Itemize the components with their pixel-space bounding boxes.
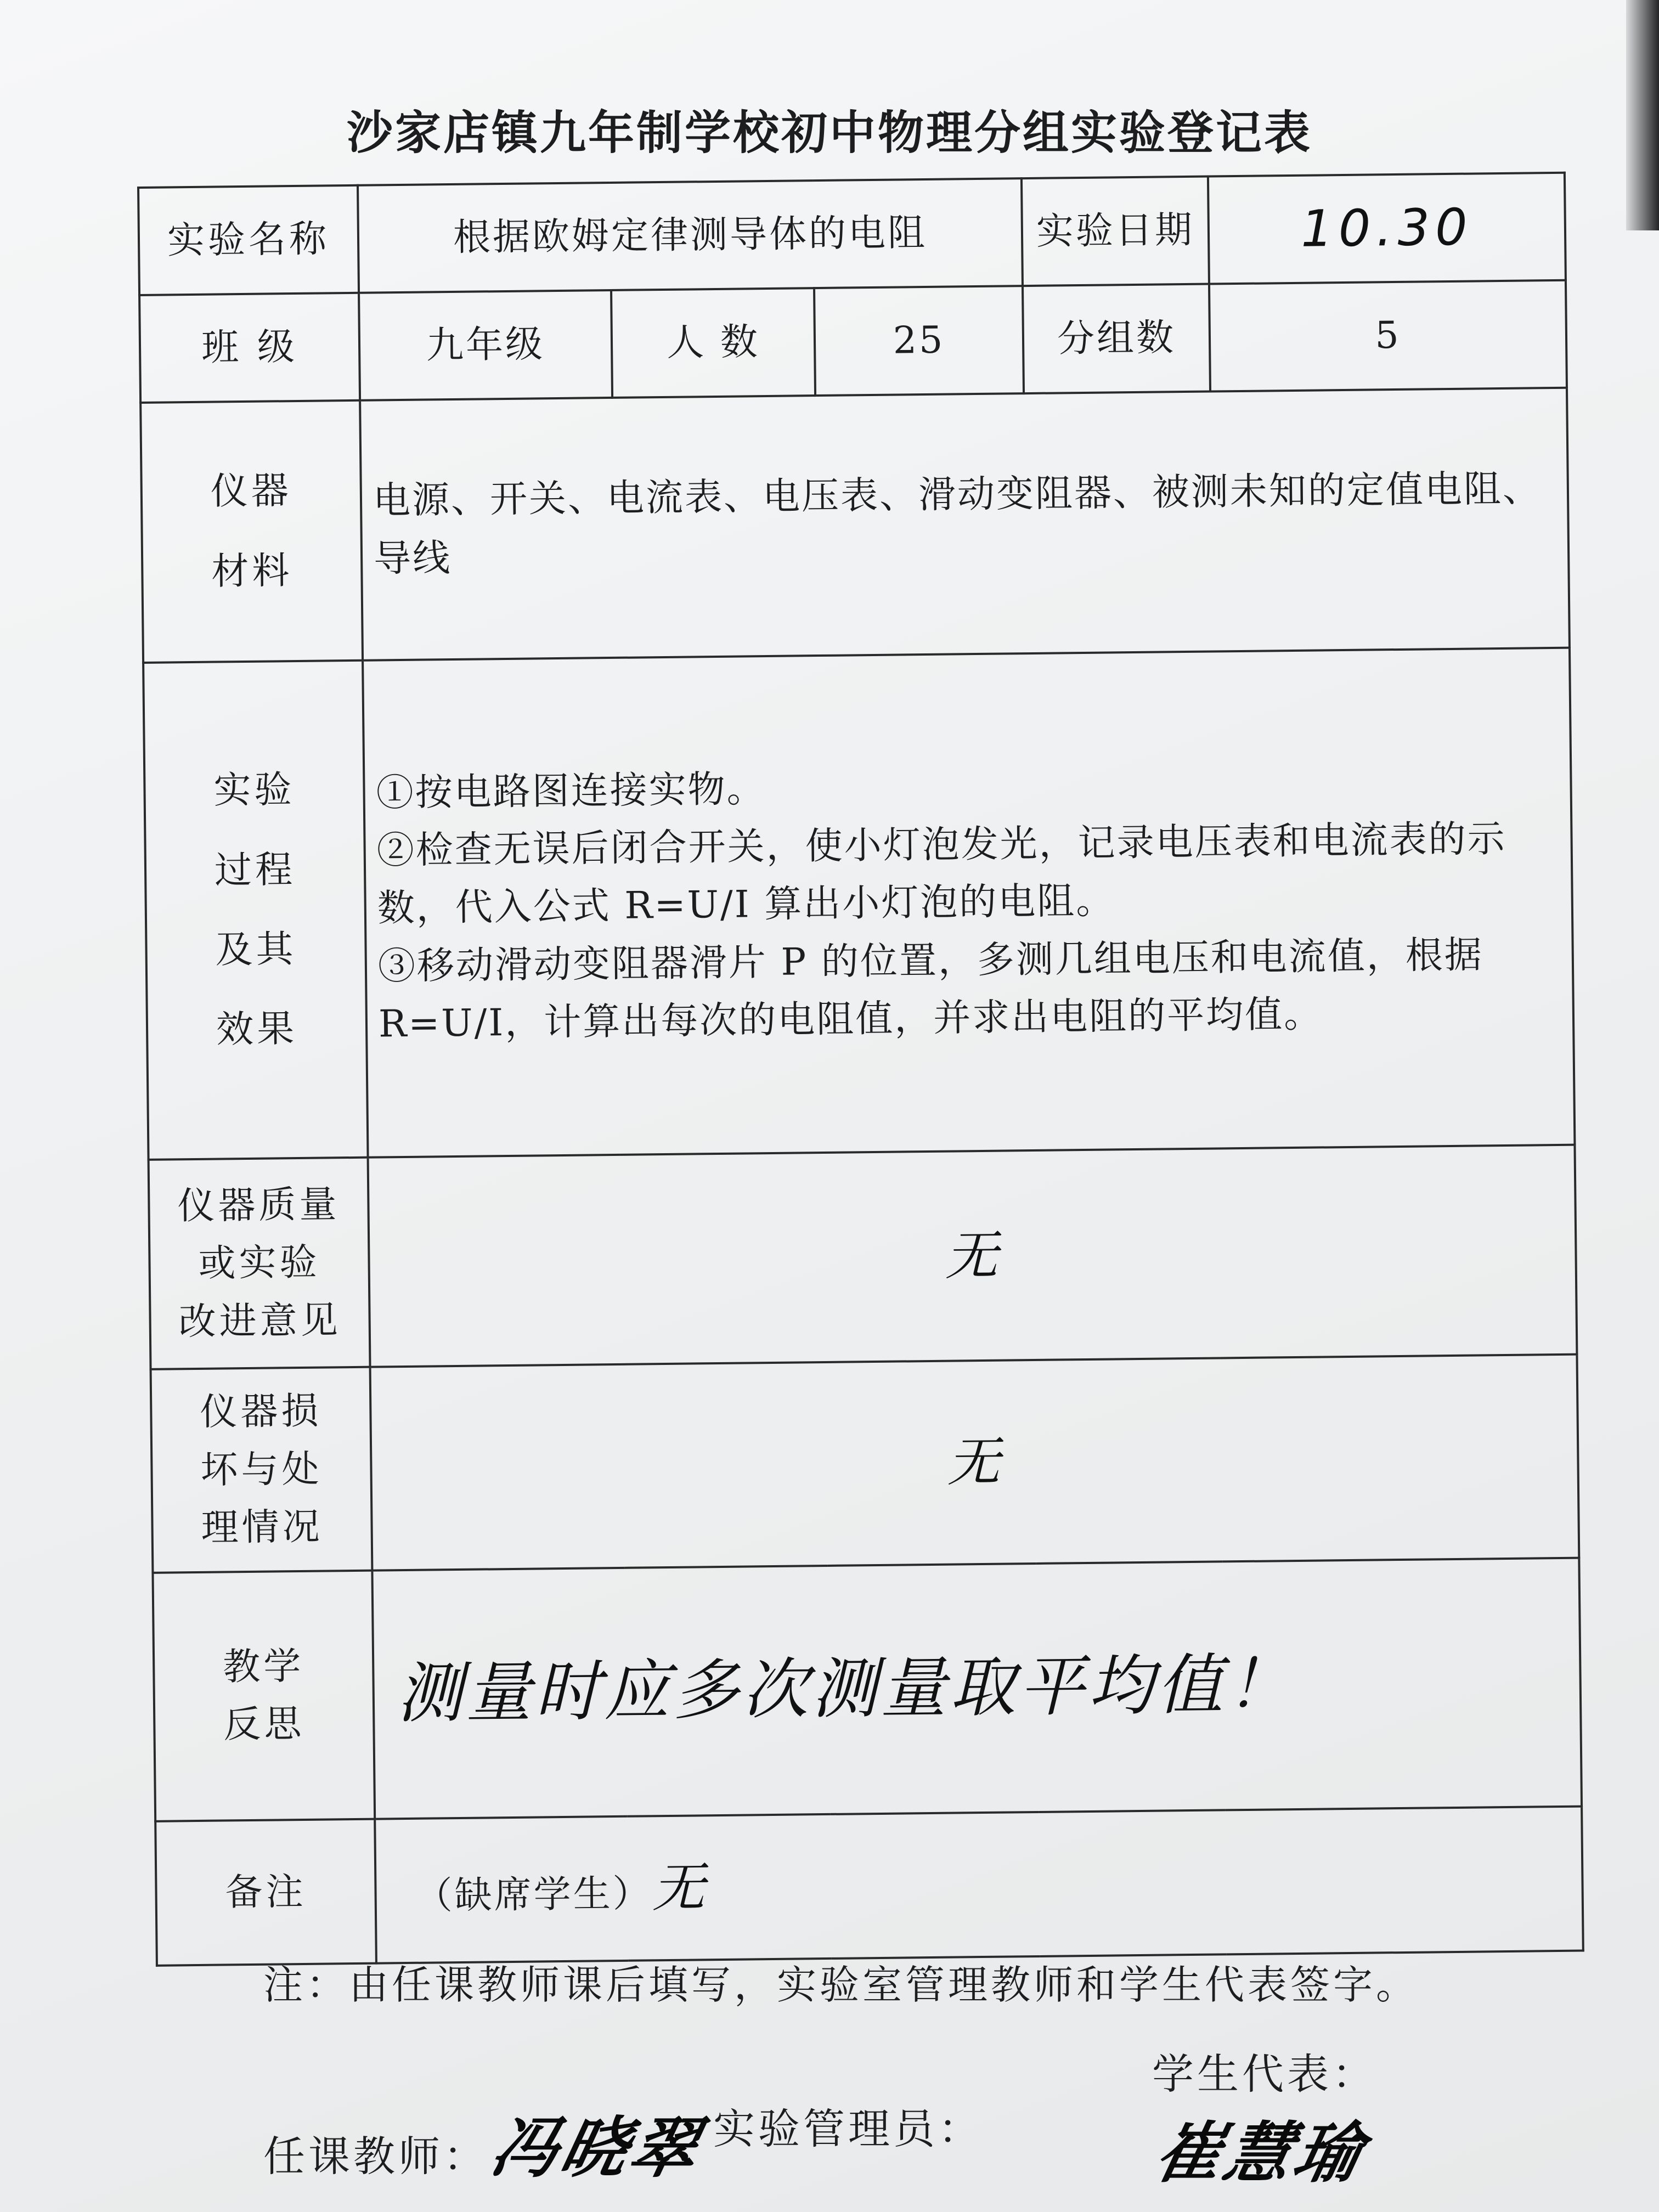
admin-label: 实验管理员： [713,2104,983,2153]
student-label: 学生代表： [1152,2050,1377,2098]
process-label-line-1: 实验 [213,768,295,812]
equipment-label-line-2: 材料 [211,549,293,594]
equipment-text: 电源、开关、电流表、电压表、滑动变阻器、被测未知的定值电阻、导线 [360,387,1570,660]
row-process [143,647,1575,1160]
row-reflection [153,1558,1582,1821]
row-quality [149,1145,1577,1369]
quality-label-line-3: 改进意见 [178,1299,342,1344]
group-count-label: 分组数 [1023,284,1210,393]
form-table [137,172,1584,1967]
registration-form [137,172,1582,1967]
remarks-label: 备注 [155,1819,376,1966]
damage-value: 无 [946,1431,1003,1493]
damage-label [151,1367,373,1572]
row-damage [151,1354,1579,1572]
reflection-cell [372,1558,1582,1819]
quality-label [149,1158,370,1369]
process-label [143,660,368,1160]
experiment-name-label: 实验名称 [138,185,359,295]
quality-cell [368,1145,1577,1367]
row-class-info [139,280,1567,403]
teacher-label: 任课教师： [263,2132,488,2181]
process-label-line-2: 过程 [214,848,296,893]
student-signature-block [1148,2041,1525,2195]
process-step-2: ②检查无误后闭合开关，使小灯泡发光，记录电压表和电流表的示数，代入公式 R=U/I 算出小灯泡的电阻。 [376,817,1507,930]
reflection-value: 测量时应多次测量取平均值！ [396,1646,1296,1733]
footer-note: 注：由任课教师课后填写，实验室管理教师和学生代表签字。 [263,1962,1419,2008]
row-remarks [155,1807,1583,1966]
group-count-value: 5 [1209,280,1567,392]
experiment-date-label: 实验日期 [1022,177,1209,286]
damage-cell [370,1354,1579,1570]
remarks-cell [375,1807,1583,1963]
class-value: 九年级 [359,290,612,400]
reflection-label [153,1570,375,1821]
quality-label-line-1: 仪器质量 [177,1183,340,1228]
row-equipment [140,387,1570,662]
student-count-label: 人 数 [611,288,815,398]
experiment-date-value: 10.30 [1300,198,1474,258]
damage-label-line-3: 理情况 [201,1505,324,1550]
process-label-line-4: 效果 [216,1007,298,1052]
experiment-date-cell [1208,173,1566,284]
process-step-1: ①按电路图连接实物。 [376,767,766,815]
process-label-line-3: 及其 [215,928,297,972]
student-signature: 崔慧瑜 [1148,2115,1372,2192]
teacher-signature-block [263,2096,708,2190]
process-step-3: ③移动滑动变阻器滑片 P 的位置，多测几组电压和电流值，根据 R=U/I，计算出每次的电阻值，并求出电阻的平均值。 [377,933,1484,1046]
equipment-label [140,400,363,662]
row-experiment-name [138,173,1566,295]
reflection-label-line-2: 反思 [223,1702,305,1747]
teacher-signature: 冯晓翠 [484,2111,708,2187]
signature-row [263,2050,1525,2192]
process-steps [363,647,1575,1158]
reflection-label-line-1: 教学 [222,1645,304,1689]
remarks-value: 无 [651,1857,708,1919]
quality-label-line-2: 或实验 [198,1241,320,1286]
quality-value: 无 [944,1224,1001,1287]
equipment-label-line-1: 仪器 [210,469,292,514]
form-title: 沙家店镇九年制学校初中物理分组实验登记表 [346,106,1312,160]
remarks-prefix: （缺席学生） [415,1872,653,1918]
damage-label-line-1: 仪器损 [199,1389,322,1435]
admin-signature-block [713,2096,983,2155]
damage-label-line-2: 坏与处 [200,1447,323,1492]
class-label: 班 级 [139,293,360,403]
experiment-name-value: 根据欧姆定律测导体的电阻 [358,178,1023,292]
student-count-value: 25 [814,286,1024,396]
